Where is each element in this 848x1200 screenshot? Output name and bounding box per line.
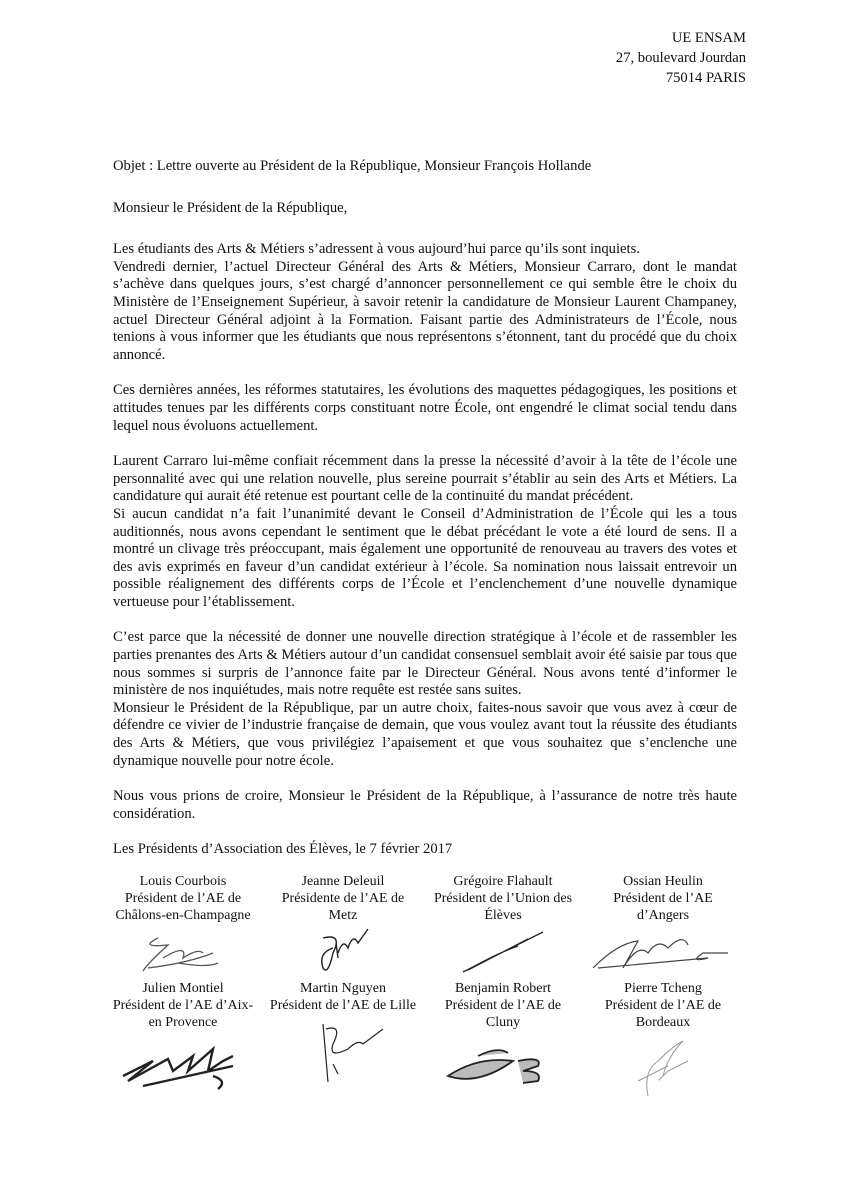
signatory-name: Ossian Heulin	[623, 874, 703, 889]
signatory-role: Président de l’AE d’Angers	[613, 891, 713, 923]
sender-line: 27, boulevard Jourdan	[615, 50, 746, 66]
signature-image	[608, 1033, 718, 1101]
signatory-role: Président de l’AE de Châlons-en-Champagne	[115, 891, 251, 923]
paragraph: Monsieur le Président de la République, par un autre choix, faites-nous savoir que vous avez à cœur de défendre ce vivier de l’industrie française de demain, que vous voulez avant tout la réussite des étudiants des Arts & Métiers, que vous privilégiez l’apaisement et que vous souhaitez que s’enclenche une dynamique nouvelle pour notre école.	[113, 699, 737, 769]
paragraph: Les étudiants des Arts & Métiers s’adressent à vous aujourd’hui parce qu’ils sont inquiets.	[113, 241, 640, 258]
signature-image	[113, 1033, 253, 1091]
signatory-name: Benjamin Robert	[454, 981, 552, 996]
signatory	[263, 873, 423, 976]
signatory-name: Jeanne Deleuil	[301, 874, 385, 889]
paragraph: C’est parce que la nécessité de donner une nouvelle direction stratégique à l’école et de rassembler les parties prenantes des Arts & Métiers autour d’un candidat consensuel semblait avoir été saisie par tous que nous sommes si surpris de l’annonce faite par le Directeur Général. Nous avons tenté d’informer le ministère de nos inquiétudes, mais notre requête est restée sans suites.	[113, 629, 737, 699]
letter-body	[113, 158, 737, 1101]
signatory	[423, 980, 583, 1101]
paragraph: Nous vous prions de croire, Monsieur le Président de la République, à l’assurance de notre très haute considération.	[113, 788, 737, 822]
signature-image	[288, 926, 398, 976]
salutation: Monsieur le Président de la République,	[113, 199, 348, 216]
signatory	[103, 980, 263, 1101]
paragraph: Laurent Carraro lui-même confiait récemment dans la presse la nécessité d’avoir à la tête de l’école une personnalité avec qui une relation nouvelle, plus sereine pourrait s’établir au sein des Arts et Métiers. La candidature qui aurait été retenue est pourtant celle de la continuité du mandat précédent.	[113, 453, 737, 505]
paragraph: Ces dernières années, les réformes statutaires, les évolutions des maquettes pédagogiques, les positions et attitudes tenues par les différents corps constituant notre École, ont engendré le climat social tendu dans lequel nous évoluons actuellement.	[113, 382, 737, 434]
sender-line: UE ENSAM	[671, 30, 746, 46]
signatory	[103, 873, 263, 976]
signature-grid	[103, 873, 737, 1101]
signatory-role: Président de l’Union des Élèves	[433, 891, 573, 923]
signatory-role: Président de l’AE d’Aix-en Provence	[112, 998, 254, 1030]
paragraph: Si aucun candidat n’a fait l’unanimité devant le Conseil d’Administration de l’École qui les a tous auditionnés, nous avons cependant le sentiment que le débat précédant le vote a été lourd de sens. Il a montré un clivage très préoccupant, mais également une opportunité de renouveau au travers des votes et des avis exprimés en faveur d’un candidat extérieur à l’école. Sa nomination nous laissait entrevoir un possible réalignement des différents corps de l’École et l’enclenchement d’une nouvelle dynamique vertueuse pour l’établissement.	[113, 505, 737, 610]
signatory	[263, 980, 423, 1101]
signatory-role: Président de l’AE de Bordeaux	[604, 998, 722, 1030]
signatory	[583, 980, 743, 1101]
signatory-role: Président de l’AE de Lille	[269, 998, 417, 1013]
sender-address	[616, 28, 746, 88]
signatory	[423, 873, 583, 976]
signatory	[583, 873, 743, 976]
signature-image	[128, 926, 238, 976]
subject: Objet : Lettre ouverte au Président de la République, Monsieur François Hollande	[113, 158, 592, 174]
signatory-name: Grégoire Flahault	[453, 874, 553, 889]
paragraph: Vendredi dernier, l’actuel Directeur Général des Arts & Métiers, Monsieur Carraro, dont le mandat s’achève dans quelques jours, s’est chargé d’annoncer personnellement ce qui semble être le choix du Ministère de l’Enseignement Supérieur, à savoir retenir la candidature de Monsieur Laurent Champaney, actuel Directeur Général adjoint à la Formation. Faisant partie des Administrateurs de l’École, nous tenions à vous informer que les étudiants que nous représentons s’étonnent, tant du procédé que du choix annoncé.	[113, 258, 737, 363]
signatory-role: Président de l’AE de Cluny	[444, 998, 562, 1030]
sender-line: 75014 PARIS	[665, 70, 746, 86]
signatory-name: Martin Nguyen	[300, 981, 386, 996]
signature-intro: Les Présidents d’Association des Élèves, le 7 février 2017	[113, 841, 453, 858]
signature-image	[448, 926, 558, 976]
signature-image	[438, 1033, 568, 1091]
signature-image	[588, 926, 738, 976]
signatory-name: Pierre Tcheng	[624, 981, 702, 996]
signature-image	[288, 1016, 398, 1086]
signatory-role: Présidente de l’AE de Metz	[281, 891, 405, 923]
signatory-name: Julien Montiel	[142, 981, 224, 996]
signatory-name: Louis Courbois	[139, 874, 227, 889]
